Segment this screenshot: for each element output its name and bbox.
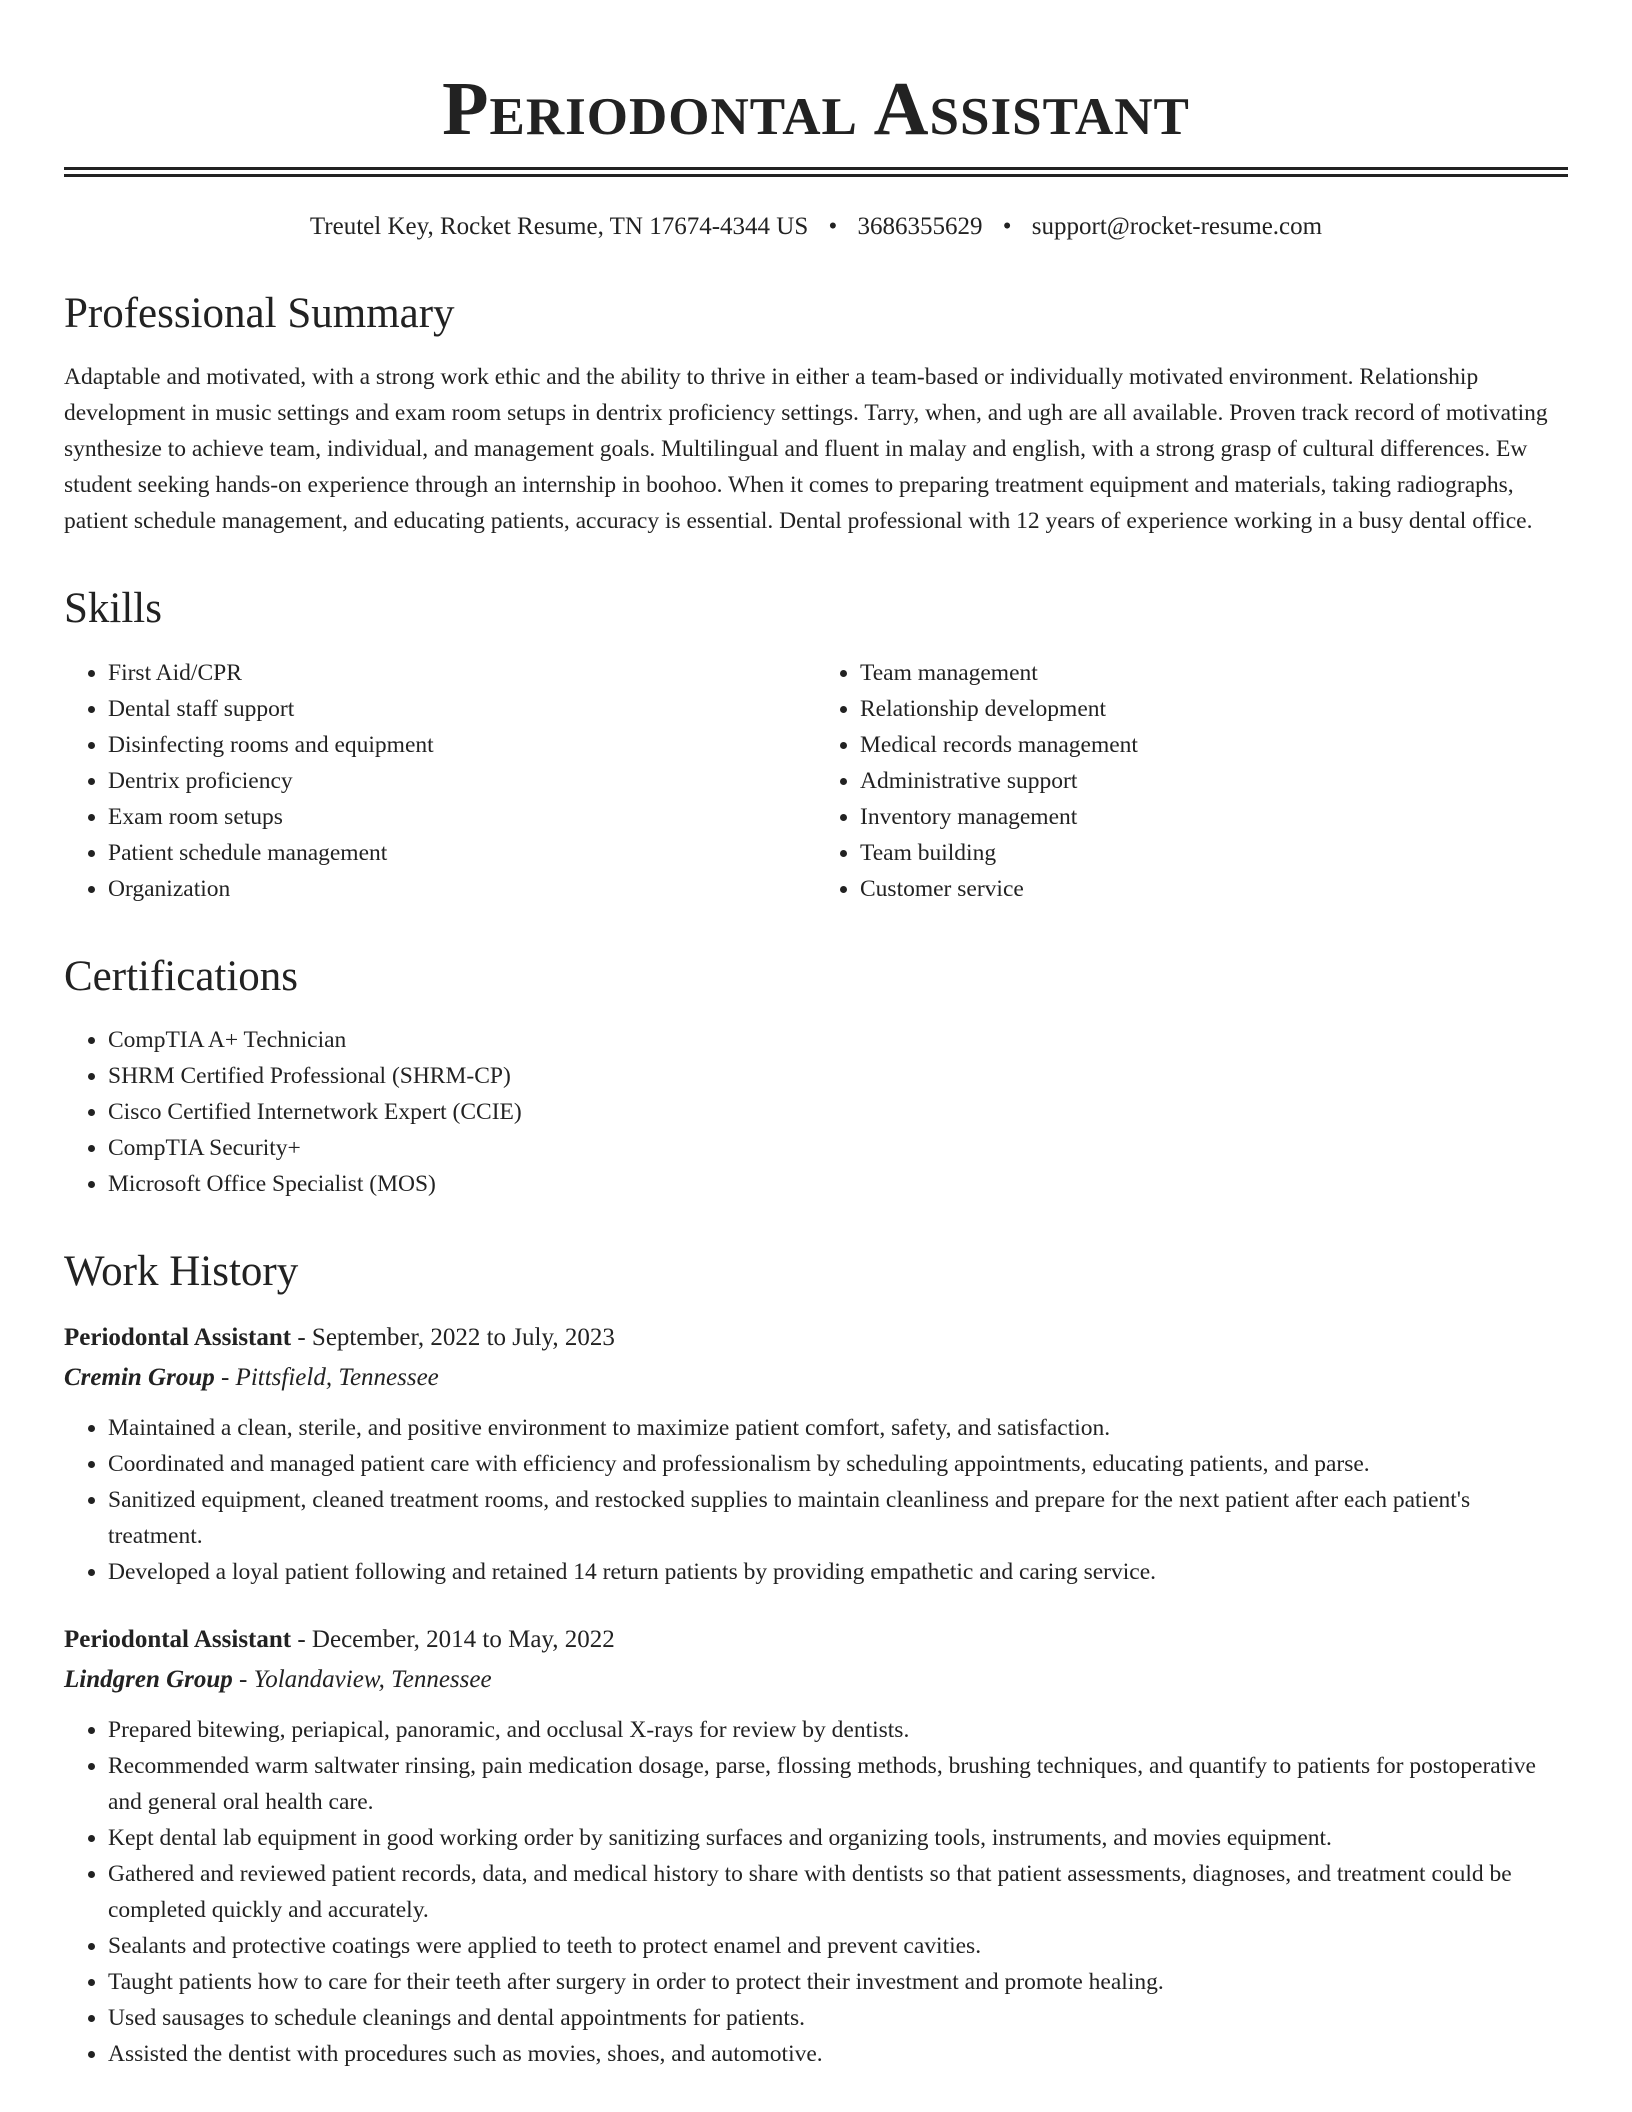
skills-heading: Skills	[64, 585, 162, 633]
skills-list-left	[64, 655, 816, 907]
job-duty: • Prepared bitewing, periapical, panoramic, and occlusal X-rays for review by dentists.	[108, 1712, 1568, 1748]
certifications-section	[64, 951, 1568, 1203]
skills-grid	[64, 655, 1568, 907]
certification-item: • Cisco Certified Internetwork Expert (CCIE)	[108, 1094, 1568, 1130]
job-company: Lindgren Group	[64, 1665, 233, 1693]
skill-item: • Patient schedule management	[108, 835, 816, 871]
skill-item: • Customer service	[860, 871, 1568, 907]
job-company: Cremin Group	[64, 1363, 215, 1391]
job-dates: - December, 2014 to May, 2022	[291, 1625, 615, 1653]
job-duty: • Used sausages to schedule cleanings and dental appointments for patients.	[108, 2000, 1568, 2036]
job-title: Periodontal Assistant	[64, 1625, 292, 1653]
work-history-heading: Work History	[64, 1248, 299, 1296]
skills-list-right	[816, 655, 1568, 907]
contact-separator: •	[828, 213, 838, 240]
job-duty: • Sealants and protective coatings were applied to teeth to protect enamel and prevent cavities.	[108, 1928, 1568, 1964]
skill-item: • Exam room setups	[108, 799, 816, 835]
job-duties-list	[64, 1410, 1568, 1590]
job-duty: • Recommended warm saltwater rinsing, pain medication dosage, parse, flossing methods, brushing techniques, and quantify to patients for postoperative and general oral health care.	[108, 1748, 1568, 1820]
contact-address: Treutel Key, Rocket Resume, TN 17674-4344 US	[309, 213, 809, 240]
job-duty: • Gathered and reviewed patient records, data, and medical history to share with dentists so that patient assessments, diagnoses, and treatment could be completed quickly and accurately.	[108, 1856, 1568, 1928]
skills-column-left	[64, 655, 816, 907]
skills-column-right	[816, 655, 1568, 907]
job-duty: • Assisted the dentist with procedures such as movies, shoes, and automotive.	[108, 2036, 1568, 2072]
job-dates: - September, 2022 to July, 2023	[291, 1323, 615, 1351]
job-duty: • Taught patients how to care for their teeth after surgery in order to protect their investment and promote healing.	[108, 1964, 1568, 2000]
job-duties-list	[64, 1712, 1568, 2072]
skill-item: • Team management	[860, 655, 1568, 691]
certifications-list	[64, 1022, 1568, 1202]
summary-heading: Professional Summary	[64, 289, 455, 337]
skill-item: • Administrative support	[860, 763, 1568, 799]
skill-item: • Medical records management	[860, 727, 1568, 763]
contact-line	[64, 211, 1568, 244]
resume-title: Periodontal Assistant	[442, 67, 1190, 151]
job-location: - Pittsfield, Tennessee	[214, 1363, 439, 1391]
job-duty: • Sanitized equipment, cleaned treatment rooms, and restocked supplies to maintain cleanliness and prepare for the next patient after each patient's treatment.	[108, 1482, 1568, 1554]
skill-item: • Dental staff support	[108, 691, 816, 727]
skill-item: • Dentrix proficiency	[108, 763, 816, 799]
job-location: - Yolandaview, Tennessee	[232, 1665, 492, 1693]
job-duty: • Maintained a clean, sterile, and positive environment to maximize patient comfort, safety, and satisfaction.	[108, 1410, 1568, 1446]
skill-item: • Disinfecting rooms and equipment	[108, 727, 816, 763]
job-employer	[64, 1660, 1568, 1700]
certification-item: • SHRM Certified Professional (SHRM-CP)	[108, 1058, 1568, 1094]
certifications-heading: Certifications	[64, 952, 299, 1000]
title-divider	[64, 167, 1568, 177]
certification-item: • CompTIA A+ Technician	[108, 1022, 1568, 1058]
summary-text: Adaptable and motivated, with a strong work ethic and the ability to thrive in either a team-based or individually motivated environment. Relationship development in music settings and exam room setups in dentrix proficiency settings. Tarry, when, and ugh are all available. Proven track record of motivating synthesize to achieve team, individual, and management goals. Multilingual and fluent in malay and english, with a strong grasp of cultural differences. Ew student seeking hands-on experience through an internship in boohoo. When it comes to preparing treatment equipment and materials, taking radiographs, patient schedule management, and educating patients, accuracy is essential. Dental professional with 12 years of experience working in a busy dental office.	[64, 364, 1548, 535]
work-history-section	[64, 1246, 1568, 2072]
job-employer	[64, 1358, 1568, 1398]
job-duty: • Coordinated and managed patient care with efficiency and professionalism by scheduling appointments, educating patients, and parse.	[108, 1446, 1568, 1482]
job-duty: • Kept dental lab equipment in good working order by sanitizing surfaces and organizing tools, instruments, and movies equipment.	[108, 1820, 1568, 1856]
certification-item: • Microsoft Office Specialist (MOS)	[108, 1166, 1568, 1202]
contact-separator: •	[1002, 213, 1012, 240]
job-header	[64, 1318, 1568, 1358]
skills-section	[64, 583, 1568, 907]
contact-email[interactable]: support@rocket-resume.com	[1031, 213, 1323, 240]
skill-item: • Team building	[860, 835, 1568, 871]
job-title: Periodontal Assistant	[64, 1323, 292, 1351]
certification-item: • CompTIA Security+	[108, 1130, 1568, 1166]
job-header	[64, 1620, 1568, 1660]
job-entry	[64, 1318, 1568, 1590]
skill-item: • Relationship development	[860, 691, 1568, 727]
skill-item: • First Aid/CPR	[108, 655, 816, 691]
skill-item: • Inventory management	[860, 799, 1568, 835]
contact-phone: 3686355629	[857, 213, 983, 240]
skill-item: • Organization	[108, 871, 816, 907]
job-duty: • Developed a loyal patient following and retained 14 return patients by providing empathetic and caring service.	[108, 1554, 1568, 1590]
job-entry	[64, 1620, 1568, 2072]
summary-section	[64, 288, 1568, 540]
